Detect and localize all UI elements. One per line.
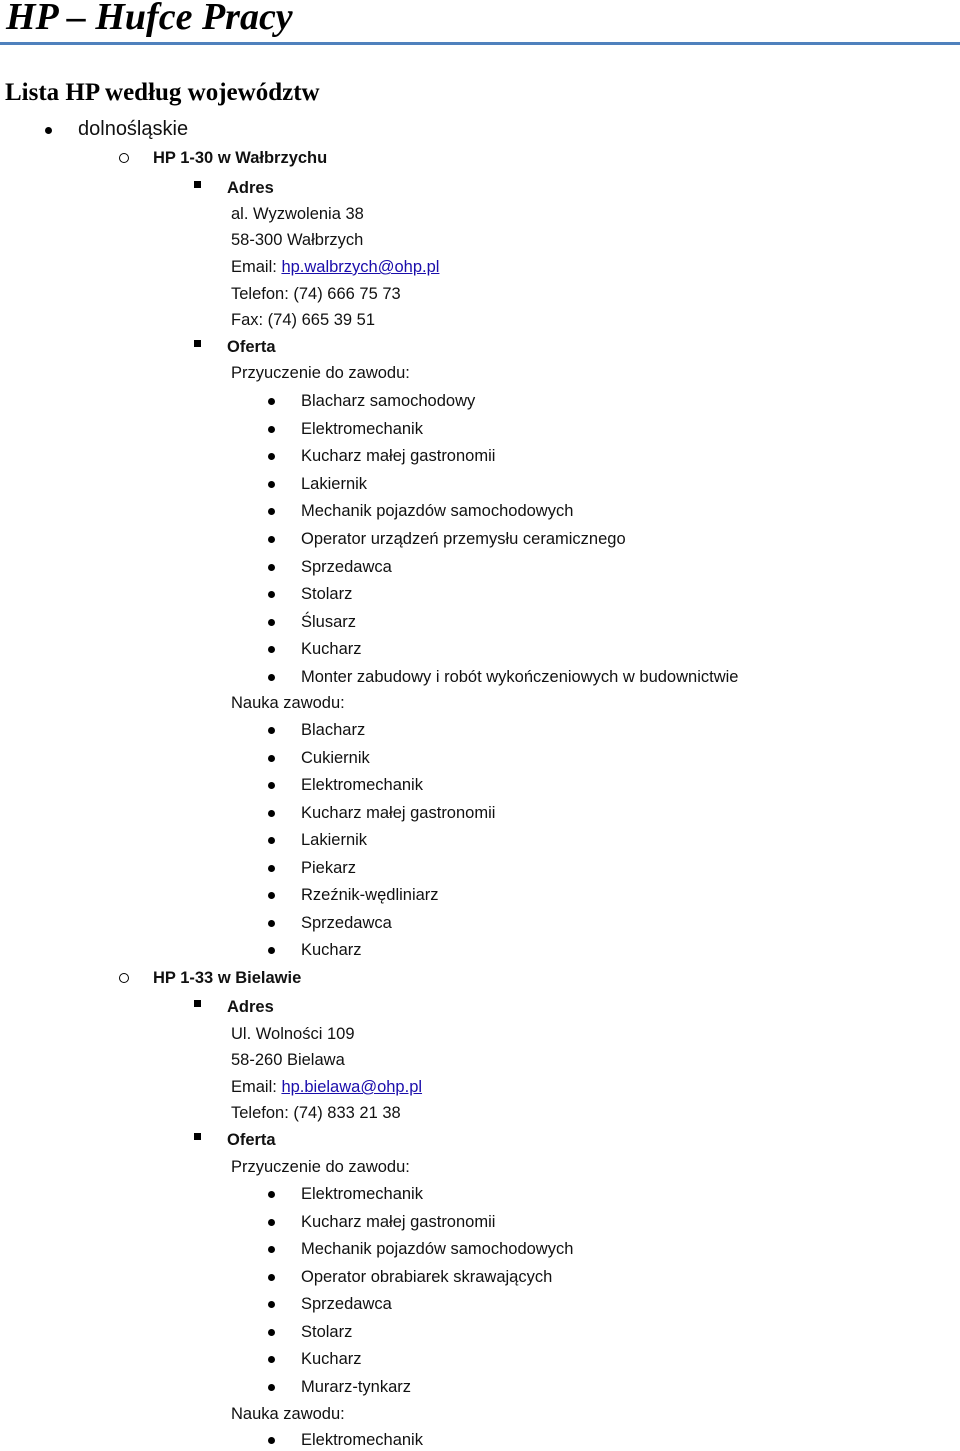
email-label: Email: — [231, 1078, 282, 1096]
list-item: Sprzedawca — [301, 557, 392, 576]
list-bullet-icon — [268, 619, 275, 626]
address-street: al. Wyzwolenia 38 — [231, 205, 364, 223]
list-item: Kucharz małej gastronomii — [301, 447, 496, 466]
address-heading: Adres — [227, 998, 274, 1016]
list-bullet-icon — [268, 536, 275, 543]
list-bullet-icon — [268, 508, 275, 515]
list-item: Elektromechanik — [301, 419, 423, 438]
list-item: Stolarz — [301, 585, 353, 604]
email-line — [231, 257, 439, 277]
list-item: Piekarz — [301, 858, 357, 877]
list-bullet-icon — [268, 1437, 275, 1444]
section-bullet-icon — [194, 340, 201, 347]
list-item: Kucharz małej gastronomii — [301, 803, 496, 822]
list-bullet-icon — [268, 1356, 275, 1363]
list-bullet-icon — [268, 727, 275, 734]
list-bullet-icon — [268, 782, 275, 789]
training-heading: Przyuczenie do zawodu: — [231, 364, 410, 382]
list-bullet-icon — [268, 920, 275, 927]
list-bullet-icon — [268, 564, 275, 571]
list-item: Operator urządzeń przemysłu ceramicznego — [301, 530, 626, 548]
training-heading: Przyuczenie do zawodu: — [231, 1158, 410, 1176]
list-bullet-icon — [268, 947, 275, 954]
list-item: Mechanik pojazdów samochodowych — [301, 502, 574, 521]
unit-name: HP 1-30 w Wałbrzychu — [153, 149, 328, 167]
title-underline — [0, 42, 960, 45]
address-street: Ul. Wolności 109 — [231, 1025, 355, 1043]
email-line — [231, 1077, 422, 1097]
email-link[interactable]: hp.walbrzych@ohp.pl — [281, 258, 440, 276]
list-item: Operator obrabiarek skrawających — [301, 1267, 553, 1286]
list-item: Lakiernik — [301, 474, 368, 493]
list-item: Cukiernik — [301, 748, 370, 767]
list-item: Elektromechanik — [301, 1431, 423, 1449]
address-city: 58-300 Wałbrzych — [231, 231, 364, 249]
list-item: Lakiernik — [301, 831, 368, 849]
list-bullet-icon — [268, 837, 275, 844]
list-bullet-icon — [268, 1274, 275, 1281]
list-bullet-icon — [268, 426, 275, 433]
list-item: Elektromechanik — [301, 1185, 423, 1203]
list-item: Kucharz małej gastronomii — [301, 1212, 496, 1231]
list-item: Blacharz — [301, 721, 366, 739]
list-bullet-icon — [268, 674, 275, 681]
learning-heading: Nauka zawodu: — [231, 1405, 345, 1423]
list-item: Sprzedawca — [301, 1295, 392, 1313]
list-bullet-icon — [268, 398, 275, 405]
section-bullet-icon — [194, 181, 201, 188]
address-city: 58-260 Bielawa — [231, 1051, 345, 1069]
list-bullet-icon — [268, 1219, 275, 1226]
list-item: Sprzedawca — [301, 913, 392, 932]
list-bullet-icon — [268, 755, 275, 762]
list-item: Kucharz — [301, 1350, 362, 1368]
unit-bullet-icon — [119, 973, 129, 983]
page-title: HP – Hufce Pracy — [6, 0, 293, 38]
region-bullet-icon — [45, 127, 52, 134]
section-bullet-icon — [194, 1133, 201, 1140]
phone-line: Telefon: (74) 666 75 73 — [231, 285, 401, 303]
list-bullet-icon — [268, 481, 275, 488]
list-item: Monter zabudowy i robót wykończeniowych w budownictwie — [301, 668, 739, 686]
list-bullet-icon — [268, 1301, 275, 1308]
section-bullet-icon — [194, 1000, 201, 1007]
list-bullet-icon — [268, 453, 275, 460]
list-item: Kucharz — [301, 941, 362, 959]
offer-heading: Oferta — [227, 338, 276, 356]
list-bullet-icon — [268, 865, 275, 872]
region-name: dolnośląskie — [78, 118, 189, 140]
unit-name: HP 1-33 w Bielawie — [153, 969, 302, 987]
list-bullet-icon — [268, 646, 275, 653]
list-item: Ślusarz — [301, 612, 357, 631]
fax-line: Fax: (74) 665 39 51 — [231, 311, 376, 329]
offer-heading: Oferta — [227, 1131, 276, 1149]
list-bullet-icon — [268, 892, 275, 899]
section-title: Lista HP według województw — [5, 79, 320, 106]
learning-heading: Nauka zawodu: — [231, 694, 345, 712]
email-label: Email: — [231, 258, 282, 276]
email-link[interactable]: hp.bielawa@ohp.pl — [281, 1078, 423, 1096]
list-item: Blacharz samochodowy — [301, 392, 476, 410]
list-item: Kucharz — [301, 640, 362, 659]
phone-line: Telefon: (74) 833 21 38 — [231, 1104, 401, 1122]
list-item: Murarz-tynkarz — [301, 1377, 412, 1396]
list-item: Stolarz — [301, 1322, 353, 1341]
list-bullet-icon — [268, 810, 275, 817]
unit-bullet-icon — [119, 153, 129, 163]
list-bullet-icon — [268, 591, 275, 598]
address-heading: Adres — [227, 179, 274, 197]
list-item: Elektromechanik — [301, 776, 423, 794]
list-bullet-icon — [268, 1246, 275, 1253]
list-bullet-icon — [268, 1191, 275, 1198]
list-bullet-icon — [268, 1384, 275, 1391]
list-item: Mechanik pojazdów samochodowych — [301, 1240, 574, 1258]
list-item: Rzeźnik-wędliniarz — [301, 886, 439, 904]
list-bullet-icon — [268, 1329, 275, 1336]
